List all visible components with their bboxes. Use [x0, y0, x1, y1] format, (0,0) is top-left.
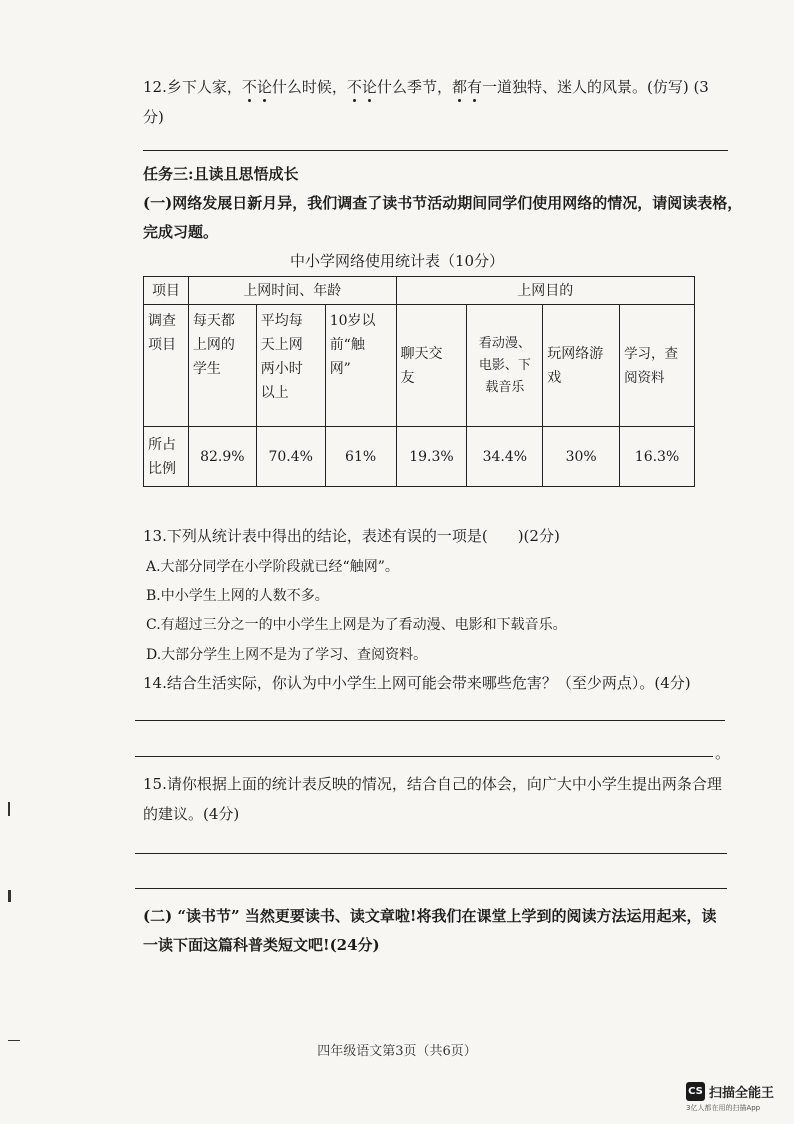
q12-answer-line[interactable]: [143, 150, 728, 151]
q12-text-b: 什么时候，: [271, 78, 347, 96]
cell-line: 看动漫、: [478, 335, 531, 351]
row-label-ratio: [144, 427, 189, 487]
row-label-line1: 调查: [148, 313, 176, 329]
q12-text-a: 12.乡下人家，: [143, 78, 242, 96]
cell-line: 学生: [192, 361, 221, 377]
q15-answer-line-2[interactable]: [135, 888, 727, 889]
ratio-cell: 70.4%: [256, 427, 325, 487]
q13-option-d[interactable]: D.大部分学生上网不是为了学习、查阅资料。: [146, 647, 428, 663]
cell-line: 友: [400, 369, 415, 386]
ratio-cell: 30%: [543, 427, 620, 487]
q13-option-a[interactable]: A.大部分同学在小学阶段就已经“触网”。: [146, 559, 399, 575]
col-daily-online: [188, 305, 256, 427]
q14-stem: 14.结合生活实际，你认为中小学生上网可能会带来哪些危害？（至少两点）。(4分): [143, 674, 691, 692]
col-two-hours: [256, 305, 325, 427]
scanner-app-name: 扫描全能王: [709, 1086, 775, 1101]
cell-line: 天上网: [260, 337, 303, 353]
q12-dot-a: 不: [241, 78, 257, 96]
scanner-app-tagline: 3亿人都在用的扫描App: [686, 1104, 761, 1112]
header-item: 项目: [144, 277, 189, 305]
q12-dot-c2: 有: [466, 78, 482, 96]
q12-line2: 分): [143, 108, 164, 126]
ratio-label-line2: 比例: [148, 460, 176, 477]
scan-mark: [8, 890, 11, 902]
cell-line: 载音乐: [485, 379, 525, 395]
q12-text-d: 一道独特、迷人的风景。(仿写) (3: [481, 78, 709, 96]
row-label-survey: [144, 305, 189, 427]
col-before-ten: [325, 305, 396, 427]
q15-answer-line-1[interactable]: [135, 853, 727, 854]
part2-line1: (二) “读书节” 当然更要读书、读文章啦!将我们在课堂上学到的阅读方法运用起来，读: [143, 907, 717, 925]
cell-line: 阅资料: [624, 369, 665, 386]
stats-table: [143, 276, 695, 487]
ratio-cell: 19.3%: [396, 427, 467, 487]
q13-option-b[interactable]: B.中小学生上网的人数不多。: [146, 588, 329, 604]
ratio-cell: 34.4%: [467, 427, 543, 487]
header-time-age: 上网时间、年龄: [188, 277, 396, 305]
part2-line2: 一读下面这篇科普类短文吧!(24分): [143, 936, 380, 954]
table-header-row: [144, 277, 695, 305]
q13-stem: 13.下列从统计表中得出的结论，表述有误的一项是( )(2分): [143, 527, 560, 545]
row-label-line2: 项目: [148, 337, 176, 353]
q12-line1: [143, 76, 709, 97]
col-study: [620, 305, 695, 427]
header-purpose: 上网目的: [396, 277, 694, 305]
table-title: 中小学网络使用统计表（10分）: [289, 252, 505, 270]
col-chat: [396, 305, 467, 427]
ratio-cell: 16.3%: [620, 427, 695, 487]
q15-line2: 的建议。(4分): [143, 805, 240, 823]
table-items-row: [144, 305, 695, 427]
q14-end-mark: 。: [715, 744, 731, 762]
ratio-cell: 82.9%: [188, 427, 256, 487]
cell-line: 每天都: [192, 313, 235, 329]
cell-line: 平均每: [260, 313, 303, 329]
cell-line: 网”: [329, 361, 351, 377]
cell-line: 电影、下: [478, 357, 531, 373]
cell-line: 上网的: [192, 337, 235, 353]
cell-line: 两小时: [260, 361, 303, 377]
q13-option-c[interactable]: C.有超过三分之一的中小学生上网是为了看动漫、电影和下载音乐。: [146, 617, 567, 633]
scan-mark: [8, 802, 10, 816]
q12-text-c: 什么季节，: [376, 78, 452, 96]
task3-intro-line1: (一)网络发展日新月异，我们调查了读书节活动期间同学们使用网络的情况，请阅读表格，: [143, 194, 743, 212]
q12-dot-c: 都: [451, 78, 467, 96]
cell-line: 戏: [547, 369, 562, 386]
task3-intro-line2: 完成习题。: [143, 223, 219, 241]
page-footer: 四年级语文第3页（共6页）: [317, 1044, 477, 1059]
cell-line: 以上: [260, 385, 289, 401]
q14-answer-line-1[interactable]: [135, 720, 725, 721]
cell-line: 学习，查: [624, 345, 679, 362]
cell-line: 聊天交: [400, 345, 443, 362]
cell-line: 玩网络游: [547, 345, 604, 362]
cell-line: 前“触: [329, 337, 365, 353]
scanner-watermark: [686, 1082, 774, 1101]
camscanner-logo-icon: CS: [686, 1082, 705, 1101]
q12-dot-b: 不: [346, 78, 362, 96]
cell-line: 10岁以: [329, 313, 376, 329]
col-games: [543, 305, 620, 427]
q15-line1: 15.请你根据上面的统计表反映的情况，结合自己的体会，向广大中小学生提出两条合理: [143, 775, 722, 793]
q12-dot-b2: 论: [361, 78, 377, 96]
task3-title: 任务三:且读且思悟成长: [143, 165, 299, 183]
q14-answer-line-2[interactable]: [135, 756, 713, 757]
table-ratio-row: [144, 427, 695, 487]
ratio-cell: 61%: [325, 427, 396, 487]
q12-dot-a2: 论: [256, 78, 272, 96]
ratio-label-line1: 所占: [148, 436, 176, 453]
col-anime-music: [467, 305, 543, 427]
